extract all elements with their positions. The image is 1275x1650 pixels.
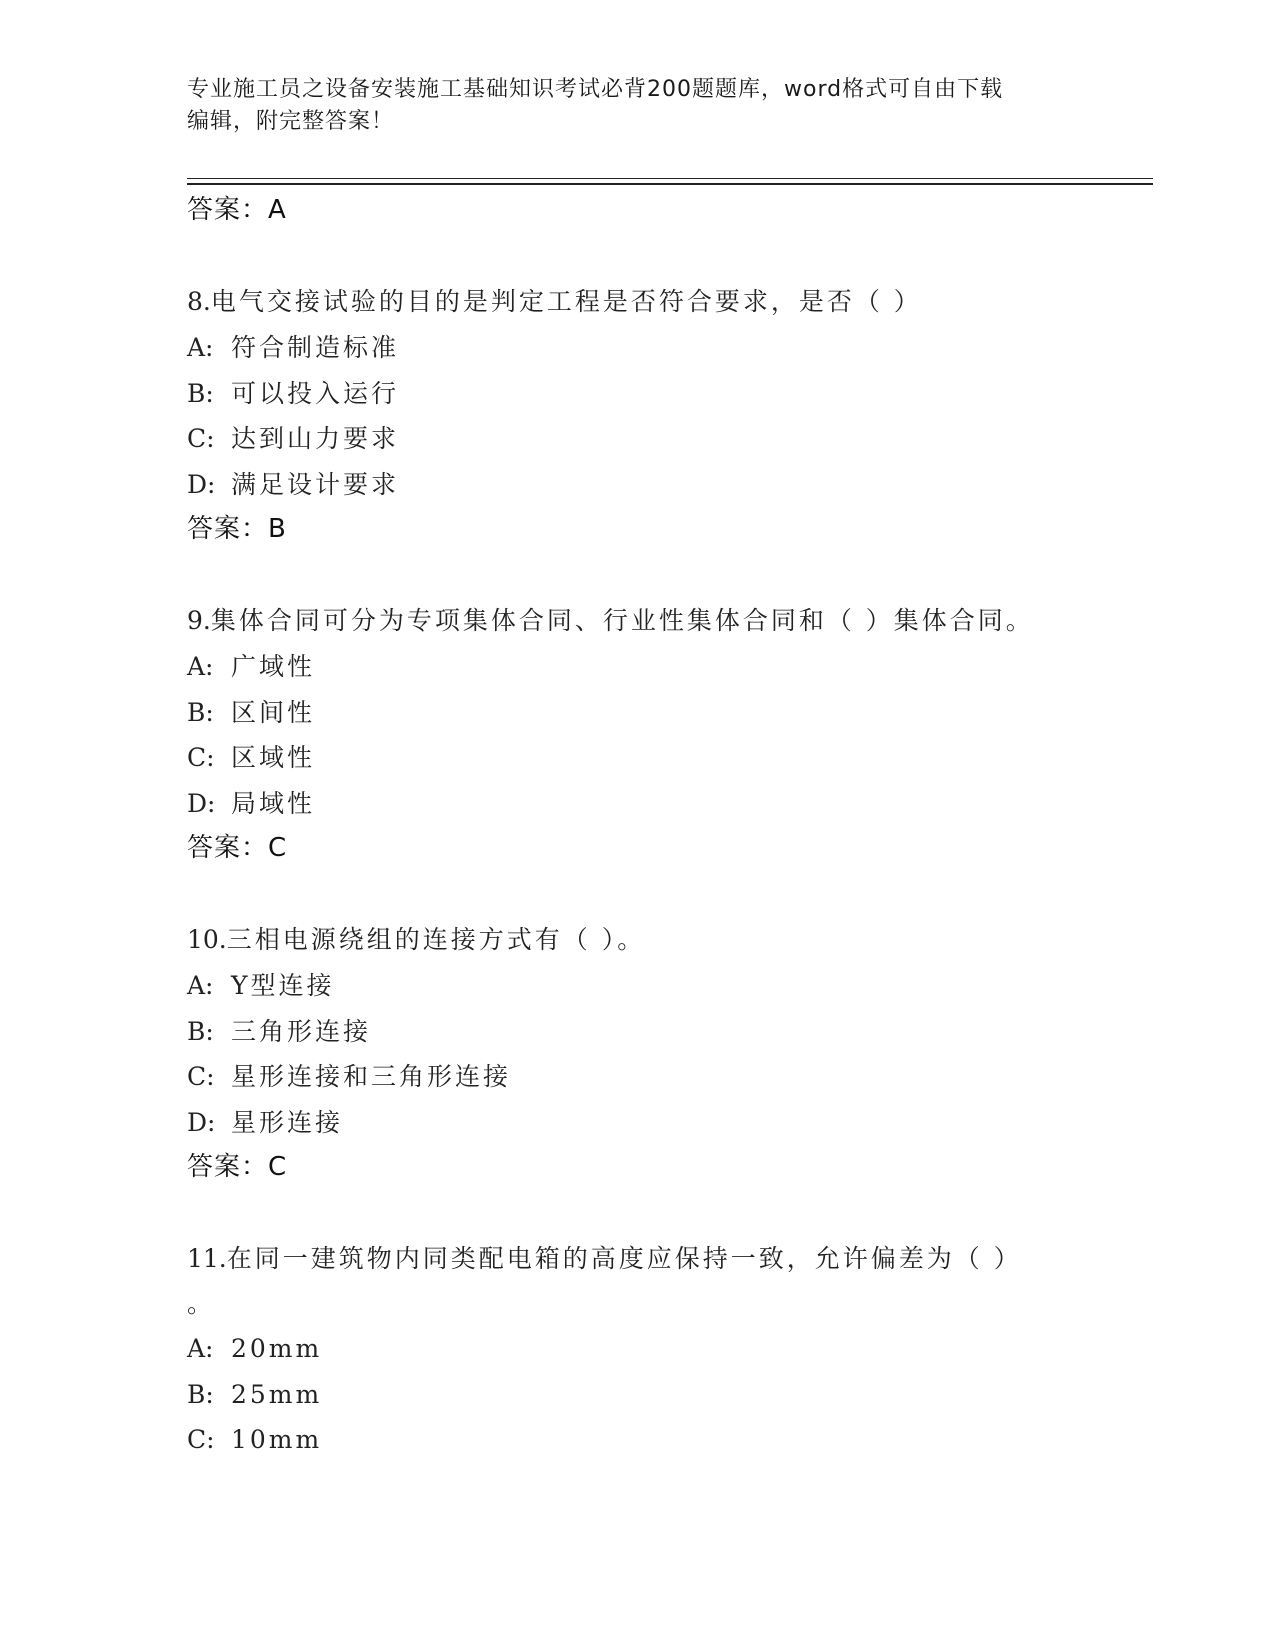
option-key: A: bbox=[187, 1334, 214, 1363]
question-stem: 三相电源绕组的连接方式有（ ）。 bbox=[226, 925, 646, 954]
option-b bbox=[187, 1372, 1147, 1418]
question-number: 9. bbox=[187, 606, 211, 635]
question-8 bbox=[187, 279, 1147, 551]
option-a bbox=[187, 963, 1147, 1009]
option-text: 局域性 bbox=[231, 788, 316, 818]
option-text: 区间性 bbox=[231, 697, 316, 727]
option-key: D: bbox=[187, 469, 216, 499]
option-key: D: bbox=[187, 1107, 216, 1137]
option-key: D: bbox=[187, 788, 216, 818]
option-text: Y型连接 bbox=[231, 971, 335, 1000]
option-key: B: bbox=[187, 378, 214, 408]
question-answer: 答案：C bbox=[187, 1152, 288, 1182]
option-text: 25mm bbox=[231, 1379, 323, 1409]
option-text: 达到山力要求 bbox=[231, 424, 400, 453]
option-key: B: bbox=[187, 1379, 214, 1409]
header-line-2: 编辑，附完整答案！ bbox=[187, 109, 395, 134]
option-key: C: bbox=[187, 424, 215, 453]
option-key: C: bbox=[187, 1425, 215, 1454]
option-key: A: bbox=[187, 971, 214, 1000]
option-text: 广域性 bbox=[231, 652, 316, 681]
option-a bbox=[187, 325, 1147, 371]
question-text bbox=[187, 598, 1147, 644]
option-text: 星形连接和三角形连接 bbox=[231, 1062, 512, 1091]
question-10 bbox=[187, 917, 1147, 1189]
option-text: 区域性 bbox=[231, 743, 316, 772]
question-number: 8. bbox=[187, 287, 211, 316]
question-answer: 答案：C bbox=[187, 833, 288, 863]
question-9 bbox=[187, 598, 1147, 870]
question-number: 10. bbox=[187, 925, 227, 954]
option-a bbox=[187, 1326, 1147, 1372]
option-text: 10mm bbox=[231, 1425, 323, 1454]
option-text: 星形连接 bbox=[231, 1107, 344, 1137]
option-key: C: bbox=[187, 743, 215, 772]
option-key: A: bbox=[187, 333, 214, 362]
option-a bbox=[187, 644, 1147, 690]
header-line-1: 专业施工员之设备安装施工基础知识考试必背200题题库，word格式可自由下载 bbox=[187, 77, 1004, 102]
question-text bbox=[187, 1236, 1147, 1282]
option-c bbox=[187, 1054, 1147, 1100]
question-stem: 在同一建筑物内同类配电箱的高度应保持一致，允许偏差为（ ） bbox=[226, 1244, 1022, 1273]
question-stem: 电气交接试验的目的是判定工程是否符合要求，是否（ ） bbox=[210, 287, 922, 316]
option-b bbox=[187, 1009, 1147, 1055]
question-answer: 答案：B bbox=[187, 514, 287, 544]
option-c bbox=[187, 735, 1147, 781]
option-text: 可以投入运行 bbox=[231, 378, 400, 408]
question-text-tail: 。 bbox=[187, 1289, 213, 1318]
option-c bbox=[187, 1417, 1147, 1463]
previous-answer: 答案：A bbox=[187, 195, 287, 225]
document-header bbox=[187, 74, 1067, 138]
option-c bbox=[187, 416, 1147, 462]
header-divider-thin bbox=[187, 178, 1153, 179]
question-text bbox=[187, 279, 1147, 325]
option-d bbox=[187, 1100, 1147, 1146]
question-text bbox=[187, 917, 1147, 963]
option-text: 符合制造标准 bbox=[231, 333, 400, 362]
question-list bbox=[187, 188, 1147, 1463]
header-divider-thick bbox=[187, 183, 1153, 185]
option-d bbox=[187, 781, 1147, 827]
option-text: 满足设计要求 bbox=[231, 469, 400, 499]
question-stem: 集体合同可分为专项集体合同、行业性集体合同和（ ）集体合同。 bbox=[210, 606, 1034, 635]
option-b bbox=[187, 371, 1147, 417]
question-number: 11. bbox=[187, 1244, 227, 1273]
option-b bbox=[187, 690, 1147, 736]
option-key: A: bbox=[187, 652, 214, 681]
option-text: 20mm bbox=[231, 1334, 323, 1363]
option-d bbox=[187, 462, 1147, 508]
option-key: B: bbox=[187, 1016, 214, 1046]
option-key: C: bbox=[187, 1062, 215, 1091]
question-11 bbox=[187, 1236, 1147, 1463]
option-text: 三角形连接 bbox=[231, 1016, 372, 1046]
option-key: B: bbox=[187, 697, 214, 727]
